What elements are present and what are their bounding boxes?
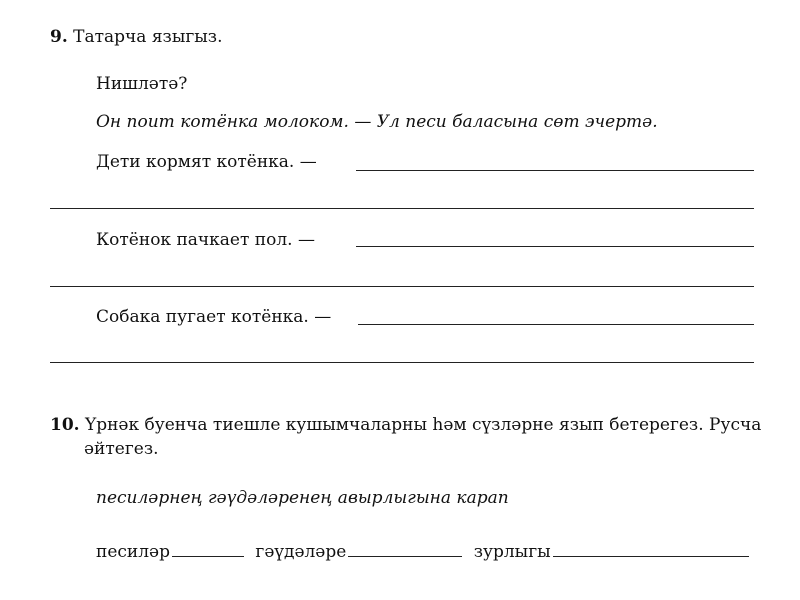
exercise-10-number: 10. bbox=[50, 415, 80, 435]
answer-line-2b[interactable] bbox=[50, 286, 754, 287]
exercise-9-number: 9. bbox=[50, 27, 68, 47]
exercise-9-item-1-prompt: Дети кормят котёнка. — bbox=[96, 152, 317, 172]
fill-word-2: гәүдәләре bbox=[255, 542, 347, 562]
fill-blank-1[interactable] bbox=[172, 540, 244, 557]
exercise-9-example: Он поит котёнка молоком. — Ул песи баласына сөт эчертә. bbox=[96, 112, 658, 132]
answer-line-2a[interactable] bbox=[356, 246, 754, 247]
exercise-10-fill-row bbox=[96, 540, 749, 563]
exercise-10-instruction-line-2: әйтегез. bbox=[84, 439, 159, 459]
exercise-9-header bbox=[50, 26, 222, 48]
fill-blank-3[interactable] bbox=[553, 540, 749, 557]
fill-word-3: зурлыгы bbox=[473, 542, 551, 562]
answer-line-3b[interactable] bbox=[50, 362, 754, 363]
exercise-9-question: Нишләтә? bbox=[96, 74, 188, 94]
exercise-9-item-3-prompt: Собака пугает котёнка. — bbox=[96, 307, 332, 327]
exercise-10-instruction-line-1: Үрнәк буенча тиешле кушымчаларны һәм сүзләрне язып бетерегез. Русча bbox=[84, 415, 762, 435]
fill-word-1: песиләр bbox=[96, 542, 170, 562]
exercise-10-example: песиләрнең гәүдәләренең авырлыгына карап bbox=[96, 488, 509, 508]
exercise-10-header bbox=[50, 414, 761, 436]
answer-line-3a[interactable] bbox=[358, 324, 754, 325]
fill-blank-2[interactable] bbox=[348, 540, 462, 557]
exercise-9-instruction: Татарча языгыз. bbox=[73, 27, 223, 47]
answer-line-1a[interactable] bbox=[356, 170, 754, 171]
exercise-9-item-2-prompt: Котёнок пачкает пол. — bbox=[96, 230, 315, 250]
answer-line-1b[interactable] bbox=[50, 208, 754, 209]
